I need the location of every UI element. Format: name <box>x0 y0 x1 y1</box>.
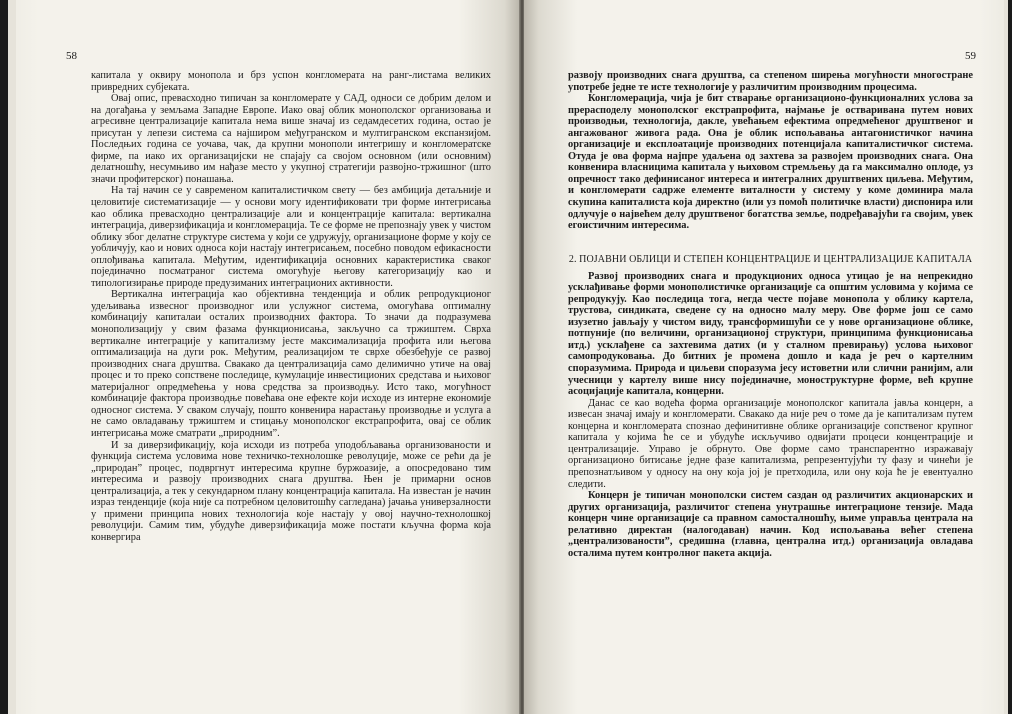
paragraph: Конгломерација, чија је бит стварање организационо-функционалних услова за прерасподелу монополског екстрапрофита, најмање је остваривана путем нових производњи, технологија, дакле, увећањем ефектима опредмећеног друштвеног и ангажованог живога рада. Она је облик испољавања антагонистичког начина организације и експлоатације производних потенцијала капиталистичког система. Отуда је ова форма најпре удаљена од захтева за развојем производних снага. Она конвенира власницима капитала у њиховом стремљењу да га максимално оплоде, уз опречност тако дефинисаног интереса и интегралних друштвених циљева. Међутим, и конгломерати садрже елементе виталности у систему у коме доминира мала скупина капиталиста која директно (или уз помоћ политичке власти) диспонира или одлучује о највећем делу друштвеног богатства земље, подређавајући га својим, увек егоистичним интересима. <box>568 93 973 232</box>
left-page-body <box>91 70 491 543</box>
paragraph: И за диверзификацију, која исходи из потреба уподобљавања организованости и функција система условима нове техничко-технолошке револуције, може се рећи да је „природан” процес, подвргнут интересима крупне буржоазије, а опосредовано тим интересима и развоју производних снага друштва. Њен је примарни основ централизација, а тек у секундарном плану концентрација капитала. На известан је начин израз тенденције (која није са потребном целовитошћу сагледана) јачања универзалности у примени принципа нових технологија које настају у овој научно-технолошкој револуцији. Самим тим, убудуће диверзификација може постати кључна форма која конвергира <box>91 439 491 543</box>
right-page <box>524 0 1008 714</box>
page-edge <box>8 0 16 714</box>
section-heading: 2. ПОЈАВНИ ОБЛИЦИ И СТЕПЕН КОНЦЕНТРАЦИЈЕ И ЦЕНТРАЛИЗАЦИЈЕ КАПИТАЛА <box>568 253 973 265</box>
paragraph: развоју производних снага друштва, са степеном ширења могућности многостране употребе једне те исте технологије у различитим производним процесима. <box>568 70 973 93</box>
page-number: 58 <box>66 50 77 62</box>
paragraph: Овај опис, превасходно типичан за конгломерате у САД, односи се добрим делом и на догађања у земљама Западне Европе. Иако овај облик монополског организовања и агресивне централизације капитала нема више значај из седамдесетих година, остао је присутан у лепези система са најширом међугранском и мултигранском експанзијом. Последњих година се уочава, чак, да крупни монополи интегришу и конгломератске фирме, па иако их организацијски не спајају са својом основном (или основним) делатношћу, несумњиво им нађазе место у укупној стратегији развојно-тржишног (што значи профитерског) понашања. <box>91 93 491 185</box>
paragraph: Концерн је типичан монополски систем саздан од различитих акционарских и других организација, различитог степена унутрашње интеграционе тензије. Мада концерн чине организације са правном самосталношћу, њиме управља централа на релативно директан (налогодаван) начин. Код испољавања већег степена „централизованости”, средишна (главна, централна итд.) организација овладава осталима путем контролног пакета акција. <box>568 490 973 559</box>
paragraph: На тај начин се у савременом капиталистичком свету — без амбиција детаљније и целовитије систематизације — у основи могу идентификовати три форме интегрисања као облика превасходно централизације али и концентрације капитала: вертикална интеграција, диверзификација и конгломерација. Те се форме не препознају увек у чистом облику због делатне структуре система у који се удружују, организационе форме у коју се уобличују, као и нових односа који настају интегрисањем, посебно поводом ефикасности оплођивања капитала. Међутим, идентификација основних карактеристика сваког појединачно посматраног система омогућује његову категоризацију као и типологизирање природе предузиманих интеграционих активности. <box>91 185 491 289</box>
left-page <box>8 0 520 714</box>
paragraph: Вертикална интеграција као објективна тенденција и облик репродукционог удељивања извесног производног или услужног система, омогућава оптималну комбинацију капиталаи осталих производних фактора. То значи да подразумева монополизацију у свим фазама функционисања, закључно са тржиштем. Сврха вертикалне интеграције у капитализму јесте максимализација профита или његова оптимализација на дуги рок. Међутим, реализацијом те сврхе обезбеђује се развој производних снага друштва. Свакако да централизација само делимично утиче на овај процес и то преко сопствене последице, кумулације инвестиционих средстава и њиховог материјалног опредмећења у нова средства за производњу. Исто тако, могућност комбинације фактора производње повећава оне ефекте који исходе из интерне економије односног система. У сваком случају, пошто конвенира нарастању производње и услуга а не само овладавању тржиштем и стицању монополског екстрапрофита, овај се облик интегрисања може сматрати „природним”. <box>91 289 491 439</box>
page-number: 59 <box>965 50 976 62</box>
paragraph: Данас се као водећа форма организације монополског капитала јавља концерн, а извесан значај имају и конгломерати. Свакако да није реч о томе да је капитализам путем концерна и конгломерата спознао дефинитивне облике организације сопственог крупног капитала у којима ће се и убудуће искључиво одвијати процеси концентрације и централизације. Управо је обрнуто. Ове форме само транспарентно изражавају организационо битисање једне фазе капитализма, репрезентујући ту фазу и чинећи је препознатљивом у односу на ону која јој је претходила, или ону која ће је евентуално следити. <box>568 397 973 490</box>
right-page-body <box>568 70 973 559</box>
paragraph: Развој производних снага и продукционих односа утицао је на непрекидно усклађивање форми монополистичке организације са општим условима у којима се репродукују. Као последица тога, негда честе појаве монопола у облику картела, трустова, синдиката, сведене су на односно малу меру. Ове форме још се само изузетно јављају у чистом виду, трансформишући се у нове организационе облике, потпуније (по величини, организационој структури, принципима функционисања итд.) усклађене са захтевима датих (и у сталном превирању) услова њиховог самопродуковања. До битних је промена дошло и када је реч о картелним споразумима. Природа и циљеви споразума јесу истоветни или слични ранијим, али учесници у картелу више нису појединачне, моноструктурне форме, већ крупне асоцијације капитала, концерни. <box>568 270 973 398</box>
paragraph: капитала у оквиру монопола и брз успон конгломерата на ранг-листама великих привредних субјеката. <box>91 70 491 93</box>
page-edge <box>1004 0 1008 714</box>
